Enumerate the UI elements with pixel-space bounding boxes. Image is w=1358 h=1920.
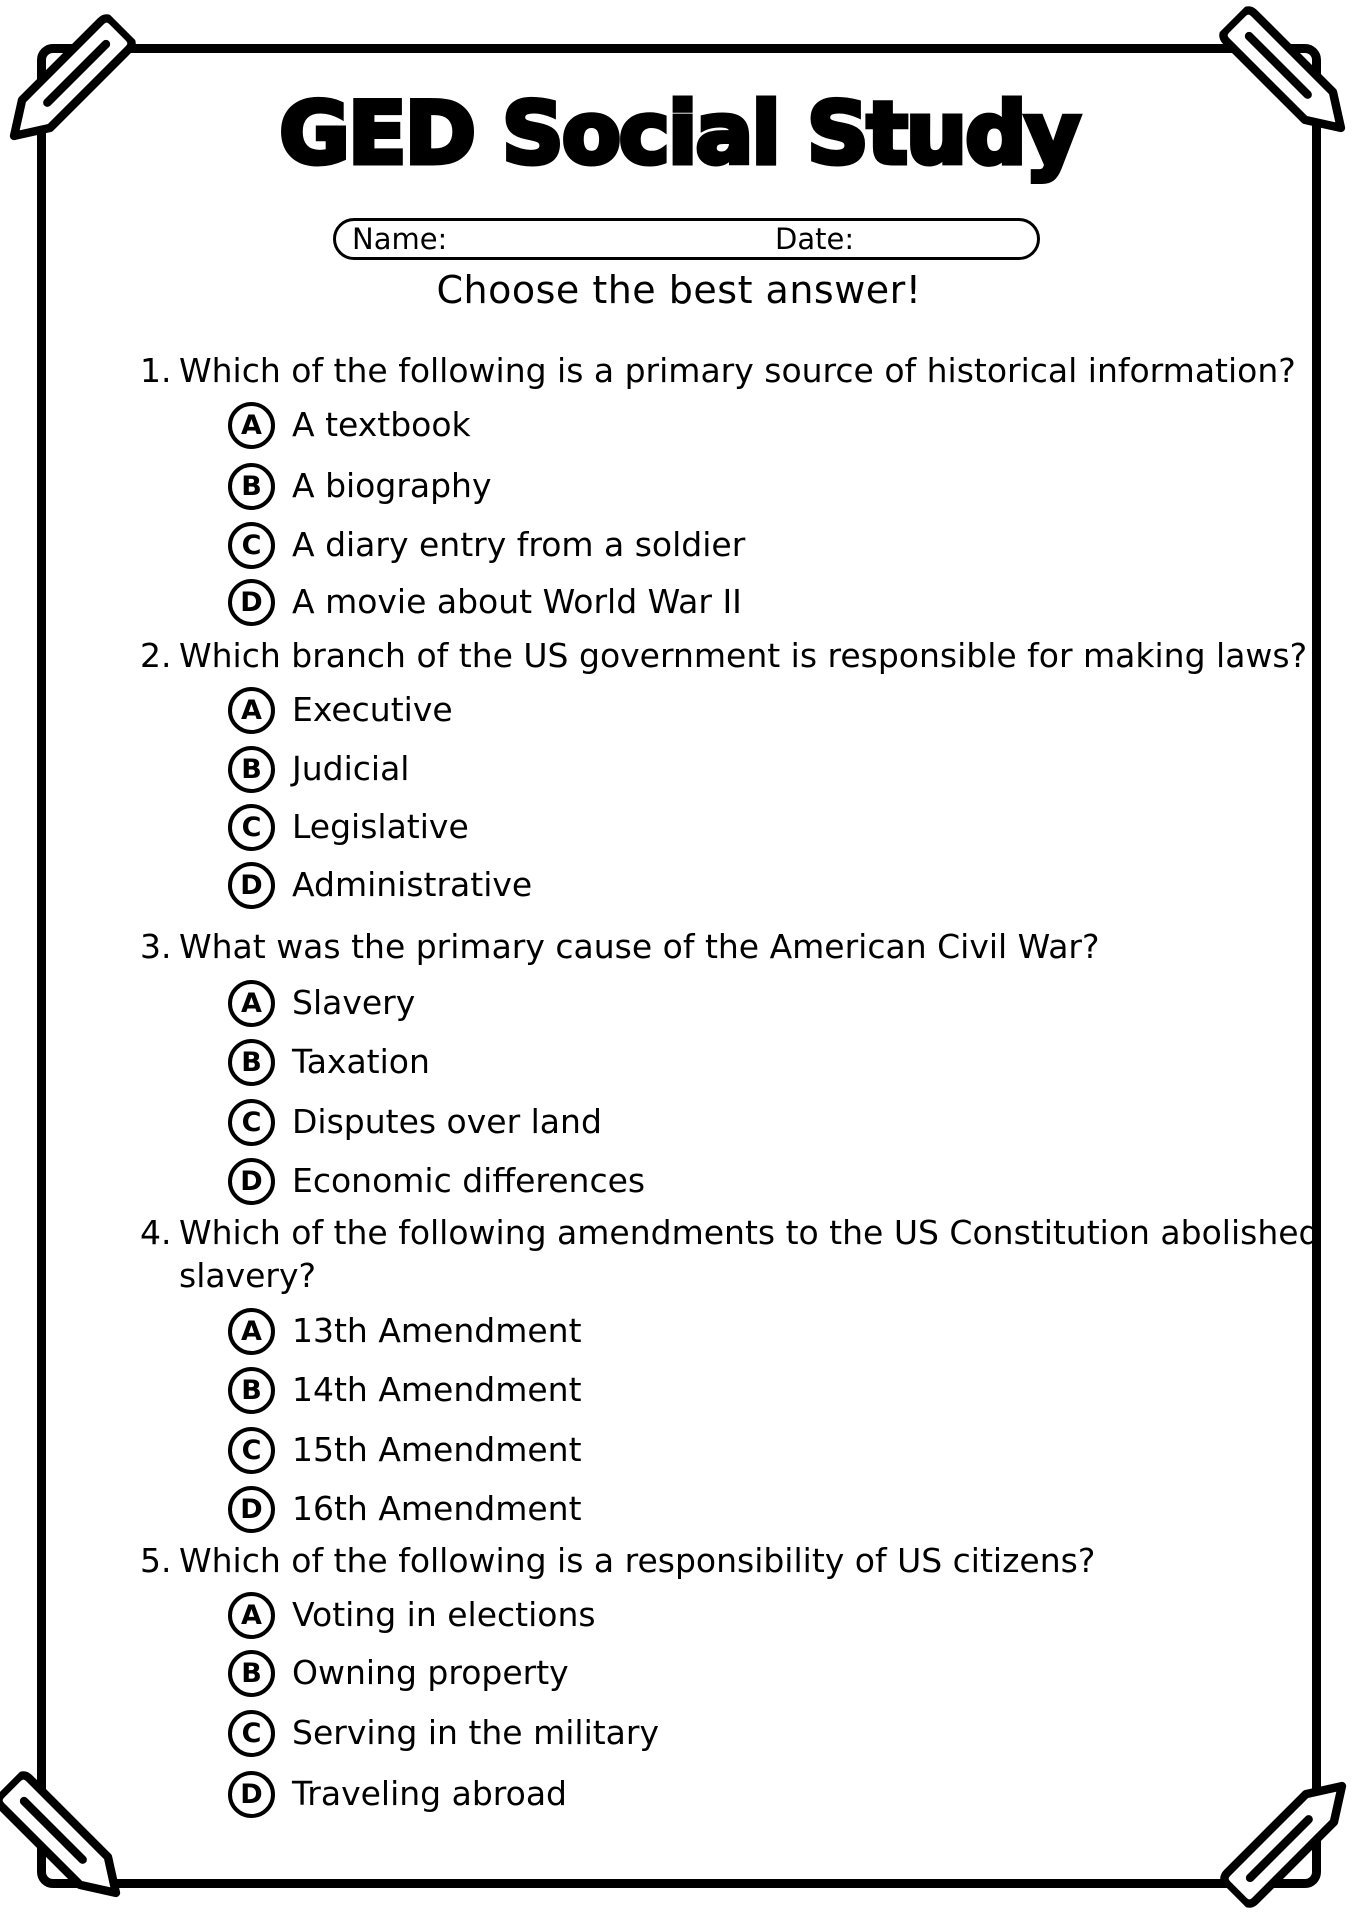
name-label: Name: [352,222,448,256]
bubble-letter: A [241,1600,262,1631]
bubble-letter: B [241,1047,262,1078]
answer-bubble[interactable] [228,1099,275,1146]
answer-bubble[interactable] [228,1427,275,1474]
bubble-letter: C [241,1718,262,1749]
bubble-letter: B [241,1658,262,1689]
bubble-letter: D [240,587,263,618]
page-title: GED Social Study [279,84,1079,184]
question-number: 2. [140,636,172,675]
answer-bubble[interactable] [228,579,275,626]
bubble-letter: D [240,1494,263,1525]
question-number: 1. [140,351,172,390]
option-text: Economic differences [292,1161,646,1200]
answer-bubble[interactable] [228,1592,275,1639]
name-input-area[interactable] [456,225,756,257]
option-text: Traveling abroad [292,1774,567,1813]
answer-bubble[interactable] [228,804,275,851]
option-text: 15th Amendment [292,1430,582,1469]
option-text: Serving in the military [292,1713,659,1752]
option-text: Disputes over land [292,1102,602,1141]
question-number: 5. [140,1541,172,1580]
bubble-letter: D [240,1779,263,1810]
bubble-letter: A [241,410,262,441]
bubble-letter: B [241,471,262,502]
answer-bubble[interactable] [228,1308,275,1355]
question-number: 4. [140,1213,172,1252]
answer-bubble[interactable] [228,687,275,734]
answer-bubble[interactable] [228,1039,275,1086]
bubble-letter: D [240,870,263,901]
option-text: 16th Amendment [292,1489,582,1528]
question-number: 3. [140,927,172,966]
bubble-letter: C [241,1107,262,1138]
option-text: Administrative [292,865,533,904]
date-input-area[interactable] [856,225,1026,257]
option-text: Slavery [292,983,416,1022]
bubble-letter: A [241,988,262,1019]
option-text: Judicial [292,749,410,788]
question-text: Which of the following amendments to the US Constitution abolished [179,1213,1320,1252]
answer-bubble[interactable] [228,402,275,449]
name-date-box [333,218,1040,260]
answer-bubble[interactable] [228,1367,275,1414]
option-text: Voting in elections [292,1595,596,1634]
answer-bubble[interactable] [228,1650,275,1697]
question-text: slavery? [179,1256,317,1295]
answer-bubble[interactable] [228,1771,275,1818]
option-text: Executive [292,690,453,729]
question-text: Which of the following is a responsibility of US citizens? [179,1541,1096,1580]
option-text: 13th Amendment [292,1311,582,1350]
bubble-letter: A [241,695,262,726]
answer-bubble[interactable] [228,522,275,569]
option-text: Owning property [292,1653,569,1692]
bubble-letter: B [241,754,262,785]
instruction-text: Choose the best answer! [436,268,922,312]
option-text: A movie about World War II [292,582,742,621]
answer-bubble[interactable] [228,862,275,909]
answer-bubble[interactable] [228,1486,275,1533]
bubble-letter: B [241,1375,262,1406]
option-text: A biography [292,466,492,505]
answer-bubble[interactable] [228,463,275,510]
answer-bubble[interactable] [228,1158,275,1205]
bubble-letter: C [241,530,262,561]
bubble-letter: A [241,1316,262,1347]
bubble-letter: C [241,1435,262,1466]
question-text: Which of the following is a primary source of historical information? [179,351,1296,390]
option-text: Legislative [292,807,469,846]
answer-bubble[interactable] [228,1710,275,1757]
answer-bubble[interactable] [228,746,275,793]
question-text: What was the primary cause of the American Civil War? [179,927,1100,966]
bubble-letter: D [240,1166,263,1197]
answer-bubble[interactable] [228,980,275,1027]
question-text: Which branch of the US government is responsible for making laws? [179,636,1308,675]
option-text: 14th Amendment [292,1370,582,1409]
date-label: Date: [775,222,855,256]
option-text: A diary entry from a soldier [292,525,746,564]
option-text: A textbook [292,405,471,444]
bubble-letter: C [241,812,262,843]
option-text: Taxation [292,1042,430,1081]
